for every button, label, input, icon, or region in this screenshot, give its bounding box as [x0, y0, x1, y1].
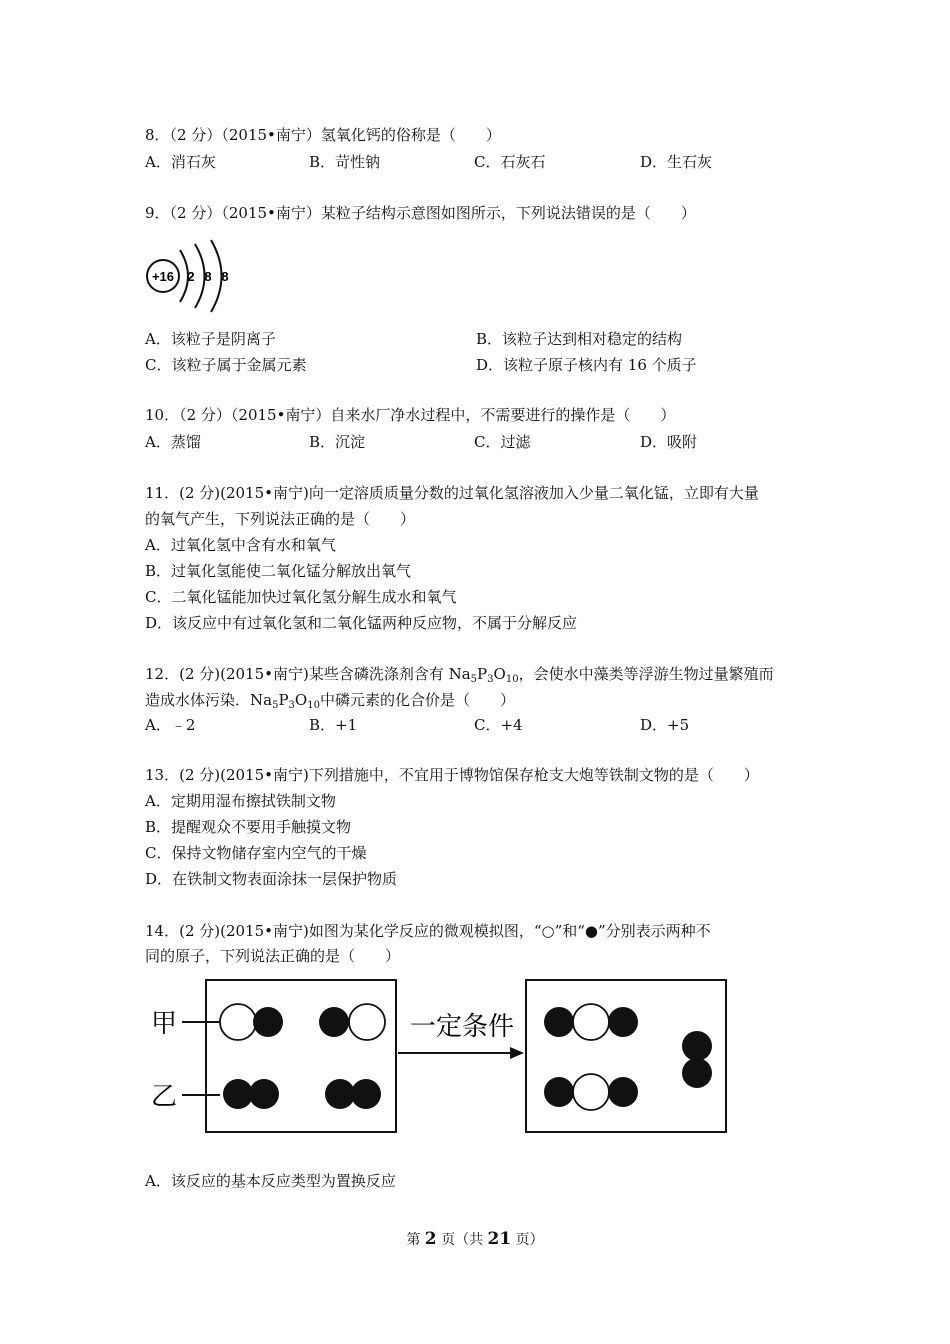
shell-3-count: 8 — [221, 269, 229, 284]
q14-stem-line2: 同的原子，下列说法正确的是（ ） — [145, 947, 401, 965]
q13-option-b: B．提醒观众不要用手触摸文物 — [145, 818, 352, 836]
q10-option-b: B．沉淀 — [309, 433, 366, 451]
shell-1-count: 2 — [187, 269, 195, 284]
q8-option-a: A．消石灰 — [145, 153, 216, 171]
black-atom — [608, 1077, 638, 1107]
q12-option-b: B．+1 — [309, 716, 358, 734]
q8-option-d: D．生石灰 — [640, 153, 713, 171]
q9-option-c: C．该粒子属于金属元素 — [145, 356, 307, 374]
q11-option-b: B．过氧化氢能使二氧化锰分解放出氧气 — [145, 562, 412, 580]
white-atom — [349, 1004, 385, 1040]
black-atom — [682, 1031, 712, 1061]
atomic-structure-diagram — [140, 238, 240, 318]
white-atom — [573, 1004, 609, 1040]
q11-option-c: C．二氧化锰能加快过氧化氢分解生成水和氧气 — [145, 588, 457, 606]
black-atom — [544, 1007, 574, 1037]
white-atom — [220, 1004, 256, 1040]
white-atom — [573, 1074, 609, 1110]
q12-stem-line1: 12．(2 分)(2015•南宁)某些含磷洗涤剂含有 $Na_5P_3O_{10}$，会使水中藻类等浮游生物过量繁殖而 — [145, 665, 774, 685]
label-jia: 甲 — [150, 1009, 178, 1039]
q12-option-a: A．﹣2 — [145, 716, 196, 734]
q9-option-b: B．该粒子达到相对稳定的结构 — [476, 330, 683, 348]
q10-option-c: C．过滤 — [474, 433, 531, 451]
label-yi: 乙 — [150, 1082, 178, 1112]
q14-option-a: A．该反应的基本反应类型为置换反应 — [145, 1172, 396, 1190]
q12-stem-line2: 造成水体污染．$Na_5P_3O_{10}$中磷元素的化合价是（ ） — [145, 691, 515, 711]
black-atom — [223, 1079, 253, 1109]
q13-option-c: C．保持文物储存室内空气的干燥 — [145, 844, 367, 862]
q10-option-a: A．蒸馏 — [145, 433, 201, 451]
current-page-number: 2 — [424, 1229, 437, 1249]
q9-option-a: A．该粒子是阴离子 — [145, 330, 276, 348]
reaction-micro-diagram — [140, 975, 740, 1140]
q12-option-d: D．+5 — [640, 716, 690, 734]
q13-option-a: A．定期用湿布擦拭铁制文物 — [145, 792, 336, 810]
reaction-arrow-head — [510, 1047, 524, 1059]
q8-option-c: C．石灰石 — [474, 153, 546, 171]
black-atom — [682, 1058, 712, 1088]
black-atom — [544, 1077, 574, 1107]
q10-stem: 10．（2 分）（2015•南宁）自来水厂净水过程中，不需要进行的操作是（ ） — [145, 406, 676, 424]
reaction-condition-text: 一定条件 — [409, 1012, 515, 1042]
q11-option-a: A．过氧化氢中含有水和氧气 — [145, 536, 336, 554]
black-atom — [608, 1007, 638, 1037]
black-atom — [325, 1079, 355, 1109]
q11-stem-line2: 的氧气产生，下列说法正确的是（ ） — [145, 510, 416, 528]
black-atom — [253, 1007, 283, 1037]
q8-stem: 8．（2 分）（2015•南宁）氢氧化钙的俗称是（ ） — [145, 126, 501, 144]
q11-stem-line1: 11．(2 分)(2015•南宁)向一定溶质质量分数的过氧化氢溶液加入少量二氧化锰，立即有大量 — [145, 484, 759, 502]
q11-option-d: D．该反应中有过氧化氢和二氧化锰两种反应物，不属于分解反应 — [145, 614, 578, 632]
q13-option-d: D．在铁制文物表面涂抹一层保护物质 — [145, 870, 398, 888]
electron-shell-3 — [211, 240, 222, 312]
page-footer: 第 2 页（共 21 页） — [406, 1229, 544, 1249]
total-page-number: 21 — [487, 1229, 512, 1249]
black-atom — [319, 1007, 349, 1037]
reactants-box — [206, 980, 396, 1132]
q9-stem: 9．（2 分）（2015•南宁）某粒子结构示意图如图所示，下列说法错误的是（ ） — [145, 204, 696, 222]
electron-shell-2 — [195, 244, 205, 308]
q10-option-d: D．吸附 — [640, 433, 698, 451]
black-atom — [249, 1079, 279, 1109]
black-atom — [351, 1079, 381, 1109]
q14-stem-line1: 14．(2 分)(2015•南宁)如图为某化学反应的微观模拟图，“○”和“●”分别表示两种不 — [145, 922, 711, 940]
q8-option-b: B．苛性钠 — [309, 153, 381, 171]
q13-stem: 13．(2 分)(2015•南宁)下列措施中，不宜用于博物馆保存枪支大炮等铁制文物的是（ ） — [145, 766, 759, 784]
nucleus-charge: +16 — [151, 269, 175, 284]
shell-2-count: 8 — [204, 269, 212, 284]
q12-option-c: C．+4 — [474, 716, 523, 734]
q9-option-d: D．该粒子原子核内有 16 个质子 — [476, 356, 697, 374]
